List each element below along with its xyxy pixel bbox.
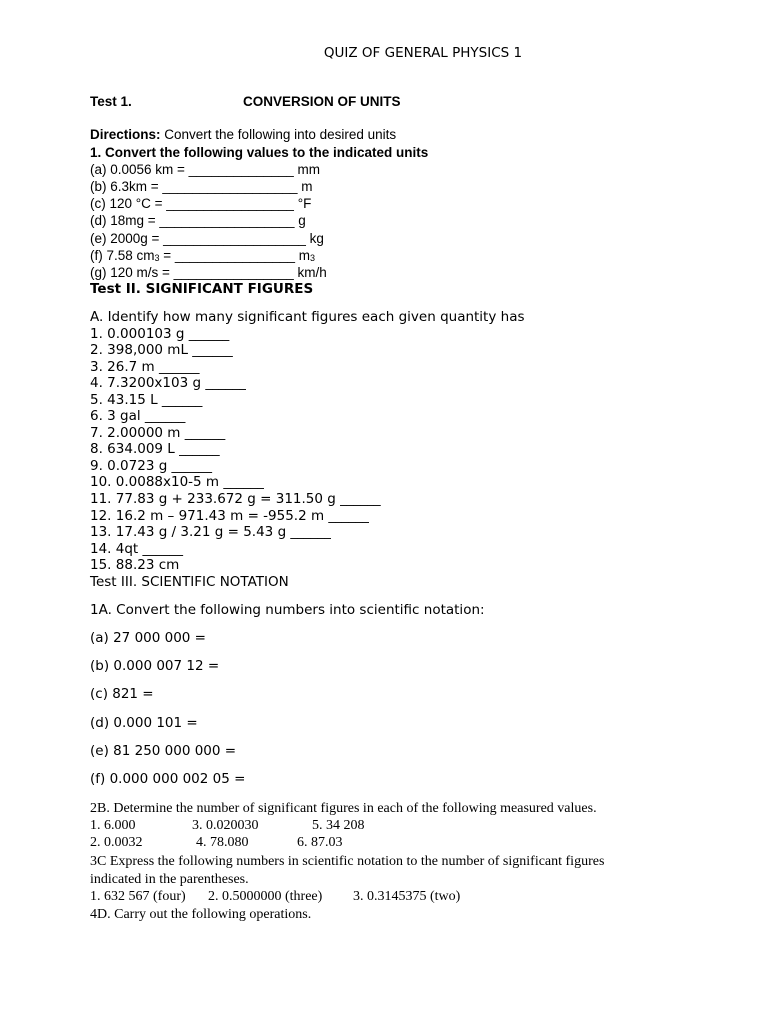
test1-label: Test 1.: [90, 94, 132, 109]
test1-item-f-exp2: 3: [310, 253, 316, 263]
test3-item: (a) 27 000 000 =: [90, 630, 206, 646]
test1-directions: [90, 127, 396, 142]
test2-item: 14. 4qt ______: [90, 541, 184, 557]
test3-item: (d) 0.000 101 =: [90, 715, 198, 731]
test1-item-g: (g) 120 m/s = ________________ km/h: [90, 265, 327, 280]
test3-item: (c) 821 =: [90, 686, 154, 702]
test2-heading: Test II. SIGNIFICANT FIGURES: [90, 281, 314, 297]
test1-item-c: (c) 120 °C = _________________ °F: [90, 196, 312, 211]
part3c-instruction-line1: 3C Express the following numbers in scientific notation to the number of significant figures: [90, 854, 605, 869]
part2b-cell: 5. 34 208: [312, 818, 365, 833]
test1-instruction: 1. Convert the following values to the indicated units: [90, 145, 429, 160]
part2b-cell: 4. 78.080: [196, 835, 249, 850]
directions-label: Directions:: [90, 127, 161, 142]
test1-item-f-pre: (f) 7.58 cm: [90, 248, 155, 263]
test2-item: 11. 77.83 g + 233.672 g = 311.50 g ______: [90, 491, 381, 507]
test2-item: 2. 398,000 mL ______: [90, 342, 233, 358]
part2b-cell: 1. 6.000: [90, 818, 136, 833]
test2-item: 3. 26.7 m ______: [90, 359, 200, 375]
test2-item: 4. 7.3200x103 g ______: [90, 375, 246, 391]
test2-item: 6. 3 gal ______: [90, 408, 186, 424]
test3-item: (e) 81 250 000 000 =: [90, 743, 237, 759]
part3c-item: 3. 0.3145375 (two): [353, 889, 461, 904]
part3c-instruction-line2: indicated in the parentheses.: [90, 872, 249, 887]
test2-item: 13. 17.43 g / 3.21 g = 5.43 g ______: [90, 524, 331, 540]
test1-item-e: (e) 2000g = ___________________ kg: [90, 231, 324, 246]
test1-item-d: (d) 18mg = __________________ g: [90, 213, 306, 228]
test3-item: (b) 0.000 007 12 =: [90, 658, 220, 674]
directions-text: Convert the following into desired units: [160, 127, 397, 142]
part2b-cell: 3. 0.020030: [192, 818, 259, 833]
test2-item: 8. 634.009 L ______: [90, 441, 220, 457]
page-title: QUIZ OF GENERAL PHYSICS 1: [323, 45, 523, 61]
test1-item-f-exp1: 3: [154, 253, 160, 263]
part3c-item: 1. 632 567 (four): [90, 889, 186, 904]
test1-item-a: (a) 0.0056 km = ______________ mm: [90, 162, 321, 177]
test2-item: 5. 43.15 L ______: [90, 392, 203, 408]
test1-item-f: [90, 248, 315, 263]
test2-item: 15. 88.23 cm: [90, 557, 180, 573]
test2-item: 1. 0.000103 g ______: [90, 326, 230, 342]
part4d-instruction: 4D. Carry out the following operations.: [90, 907, 312, 922]
test3-item: (f) 0.000 000 002 05 =: [90, 771, 246, 787]
part2b-instruction: 2B. Determine the number of significant figures in each of the following measured values.: [90, 801, 597, 816]
test2-item: 9. 0.0723 g ______: [90, 458, 213, 474]
test3-heading: Test III. SCIENTIFIC NOTATION: [90, 574, 289, 590]
test1-item-f-mid: = ________________ m: [159, 248, 311, 263]
part3c-item: 2. 0.5000000 (three): [208, 889, 323, 904]
test2-item: 7. 2.00000 m ______: [90, 425, 226, 441]
part2b-cell: 6. 87.03: [297, 835, 343, 850]
test2-instruction: A. Identify how many significant figures each given quantity has: [90, 309, 525, 325]
test2-item: 10. 0.0088x10-5 m ______: [90, 474, 264, 490]
test3-instruction: 1A. Convert the following numbers into scientific notation:: [90, 602, 485, 618]
test1-heading: CONVERSION OF UNITS: [243, 94, 401, 109]
test2-item: 12. 16.2 m – 971.43 m = -955.2 m ______: [90, 508, 369, 524]
part2b-cell: 2. 0.0032: [90, 835, 143, 850]
test1-item-b: (b) 6.3km = __________________ m: [90, 179, 313, 194]
